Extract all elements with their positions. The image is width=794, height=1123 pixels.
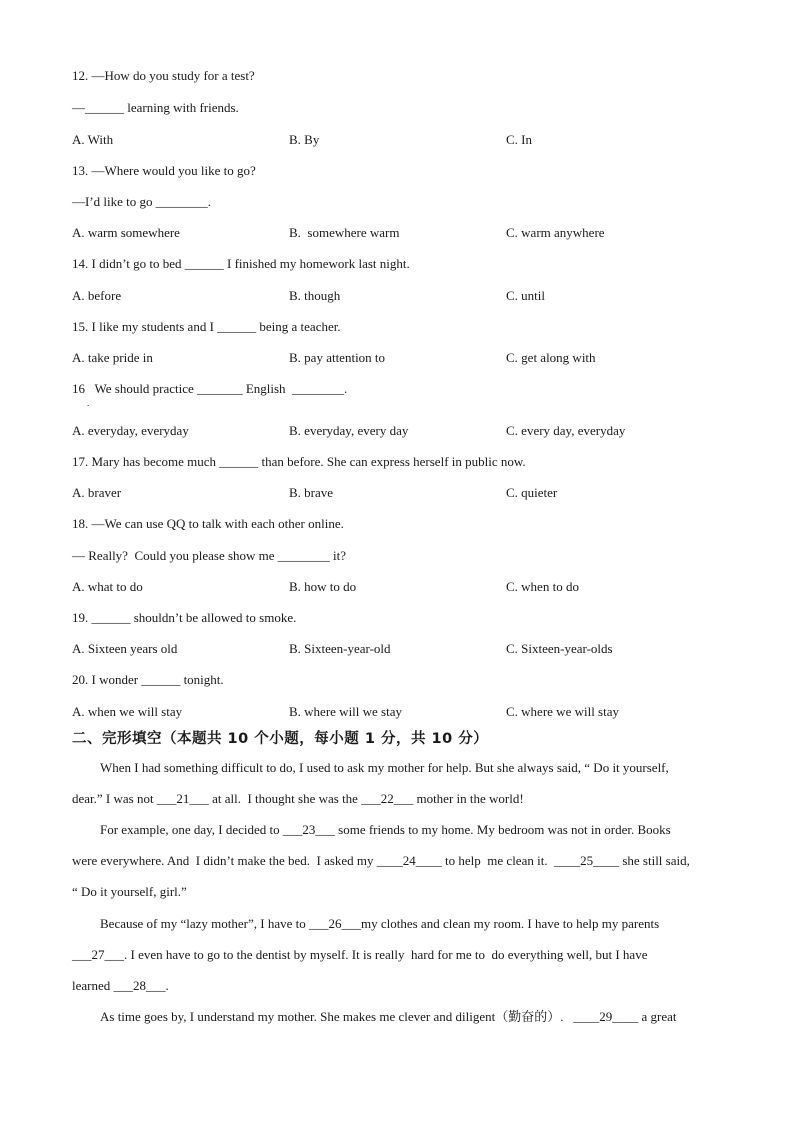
passage-paragraph-1-line-2	[72, 791, 717, 807]
question-12-option-a: A. With	[72, 132, 114, 147]
question-18-option-b: B. how to do	[289, 579, 357, 594]
blank-29: ____29____	[573, 1009, 639, 1024]
passage-text: . I even have to go to the dentist by myself. It is really hard for me to do everything well, but I have	[124, 947, 648, 962]
passage-text: my clothes and clean my room. I have to help my parents	[361, 916, 660, 931]
passage-text: were everywhere. And I didn’t make the bed. I asked my	[72, 853, 377, 868]
passage-text: some friends to my home. My bedroom was not in order. Books	[334, 822, 671, 837]
passage-text: dear.” I was not	[72, 791, 157, 806]
question-16-stem: 16 We should practice _______ English ________.	[72, 381, 348, 396]
passage-text: Because of my “lazy mother”, I have to	[100, 916, 309, 931]
passage-text: to help me clean it.	[441, 853, 555, 868]
blank-21: ___21___	[156, 791, 209, 806]
question-13-answer-line: —I’d like to go ________.	[72, 194, 212, 209]
question-15-option-b: B. pay attention to	[289, 350, 386, 365]
question-20-stem: 20. I wonder ______ tonight.	[72, 672, 224, 687]
question-14-option-a: A. before	[72, 288, 122, 303]
question-20-option-a: A. when we will stay	[72, 704, 183, 719]
passage-text: at all. I thought she was the	[208, 791, 362, 806]
passage-paragraph-2-line-3: “ Do it yourself, girl.”	[72, 884, 187, 899]
question-17-stem: 17. Mary has become much ______ than before. She can express herself in public now.	[72, 454, 526, 469]
question-17-option-b: B. brave	[289, 485, 334, 500]
question-13-option-c: C. warm anywhere	[506, 225, 605, 240]
question-17-option-a: A. braver	[72, 485, 122, 500]
stray-dot: .	[87, 398, 90, 408]
question-13-option-b: B. somewhere warm	[289, 225, 400, 240]
question-16-option-a: A. everyday, everyday	[72, 423, 189, 438]
passage-paragraph-2-line-2	[72, 853, 717, 869]
blank-25: ____25____	[554, 853, 620, 868]
question-18-option-a: A. what to do	[72, 579, 143, 594]
blank-23: ___23___	[282, 822, 335, 837]
question-12-option-b: B. By	[289, 132, 320, 147]
section-heading: 二、完形填空（本题共 10 个小题，每小题 1 分，共 10 分）	[72, 731, 489, 747]
question-20-option-b: B. where will we stay	[289, 704, 403, 719]
passage-text: As time goes by, I understand my mother. She makes me clever and diligent（勤奋的）.	[100, 1009, 574, 1024]
question-16-option-c: C. every day, everyday	[506, 423, 626, 438]
question-13-stem: 13. —Where would you like to go?	[72, 163, 256, 178]
passage-text: For example, one day, I decided to	[100, 822, 283, 837]
passage-paragraph-4-line-1	[100, 1009, 745, 1025]
passage-paragraph-1-line-1: When I had something difficult to do, I used to ask my mother for help. But she always said, “ Do it yourself,	[100, 760, 669, 775]
question-16-option-b: B. everyday, every day	[289, 423, 409, 438]
question-17-option-c: C. quieter	[506, 485, 558, 500]
passage-text: mother in the world!	[413, 791, 524, 806]
passage-paragraph-3-line-3	[72, 978, 717, 994]
question-13-option-a: A. warm somewhere	[72, 225, 180, 240]
question-19-option-a: A. Sixteen years old	[72, 641, 178, 656]
blank-24: ____24____	[376, 853, 442, 868]
question-20-option-c: C. where we will stay	[506, 704, 620, 719]
passage-paragraph-3-line-2	[72, 947, 717, 963]
passage-text: she still said,	[619, 853, 690, 868]
question-19-option-c: C. Sixteen-year-olds	[506, 641, 613, 656]
question-15-option-a: A. take pride in	[72, 350, 153, 365]
question-19-option-b: B. Sixteen-year-old	[289, 641, 391, 656]
passage-text: learned	[72, 978, 114, 993]
question-12-option-c: C. In	[506, 132, 532, 147]
question-15-option-c: C. get along with	[506, 350, 596, 365]
blank-22: ___22___	[361, 791, 414, 806]
passage-text: a great	[638, 1009, 677, 1024]
blank-28: ___28___	[113, 978, 166, 993]
question-12-stem: 12. —How do you study for a test?	[72, 68, 255, 83]
question-19-stem: 19. ______ shouldn’t be allowed to smoke.	[72, 610, 297, 625]
question-18-option-c: C. when to do	[506, 579, 579, 594]
question-14-option-c: C. until	[506, 288, 546, 303]
passage-text: .	[165, 978, 169, 993]
blank-27: ___27___	[72, 947, 124, 962]
passage-paragraph-2-line-1	[100, 822, 745, 838]
question-18-stem: 18. —We can use QQ to talk with each other online.	[72, 516, 344, 531]
question-14-stem: 14. I didn’t go to bed ______ I finished my homework last night.	[72, 256, 410, 271]
passage-paragraph-3-line-1	[100, 916, 745, 932]
question-12-answer-line: —______ learning with friends.	[72, 100, 239, 115]
question-15-stem: 15. I like my students and I ______ being a teacher.	[72, 319, 341, 334]
question-14-option-b: B. though	[289, 288, 341, 303]
question-18-answer-line: — Really? Could you please show me ________ it?	[72, 548, 347, 563]
blank-26: ___26___	[309, 916, 361, 931]
